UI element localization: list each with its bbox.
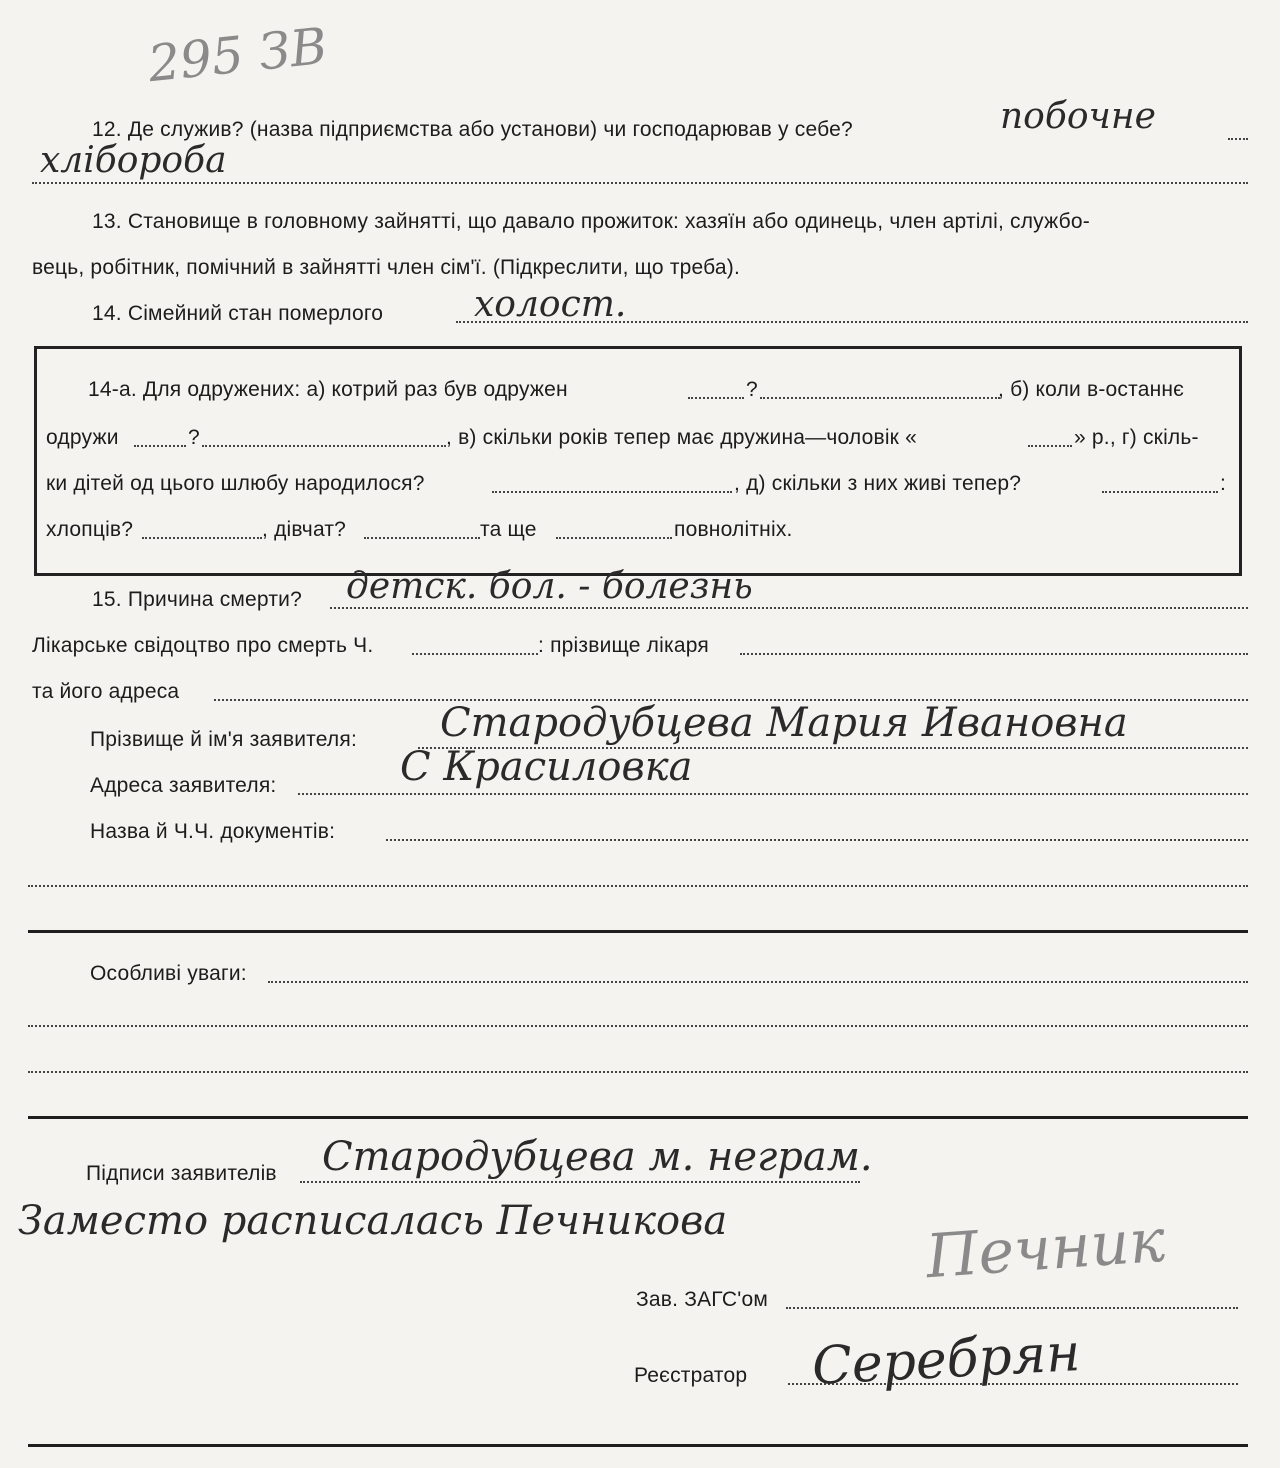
q13-line2: вець, робітник, помічний в зайнятті член сім'ї. (Підкреслити, що треба). — [32, 256, 741, 279]
applicant-docs-label: Назва й Ч.Ч. документів: — [90, 820, 336, 843]
q13-line1: 13. Становище в головному зайнятті, що давало прожиток: хазяїн або одинець, член артілі, службо- — [92, 210, 1090, 233]
doctor-address-label: та його адреса — [32, 680, 180, 703]
registrar-label: Реєстратор — [634, 1364, 748, 1387]
q14a-line4-d: повнолітніх. — [674, 518, 793, 541]
remarks-dotted-2 — [28, 1025, 1248, 1027]
q14a-line1-dots1 — [688, 397, 744, 399]
registrar-signature: Серебрян — [810, 1323, 1082, 1397]
q14a-line4-b: , дівчат? — [262, 518, 347, 541]
q12-dotted-line — [1228, 138, 1248, 140]
q14-answer: холост. — [474, 284, 627, 325]
remarks-dotted-3 — [28, 1071, 1248, 1073]
signature-applicant: Стародубцева м. неграм. — [322, 1134, 873, 1180]
section-rule-1 — [28, 930, 1248, 933]
signature-proxy: Печник — [923, 1205, 1168, 1293]
q12-answer-line1: побочне — [1000, 96, 1156, 137]
q14a-line4-dots1 — [142, 537, 262, 539]
applicant-address-dotted — [298, 793, 1248, 795]
remarks-dotted-1 — [268, 981, 1248, 983]
applicant-address-label: Адреса заявителя: — [90, 774, 277, 797]
medical-cert-label: Лікарське свідоцтво про смерть Ч. — [32, 634, 374, 657]
remarks-label: Особливі уваги: — [90, 962, 247, 985]
q14a-line3-b: , д) скільки з них живі тепер? — [734, 472, 1022, 495]
applicant-docs-dotted-2 — [28, 885, 1248, 887]
q14a-line1-b: ? — [746, 378, 758, 401]
applicant-docs-dotted — [386, 839, 1248, 841]
bottom-rule — [28, 1444, 1248, 1447]
applicant-name-value: Стародубцева Мария Ивановна — [440, 700, 1128, 746]
section-rule-2 — [28, 1116, 1248, 1119]
doctor-dotted — [740, 653, 1248, 655]
doctor-label: : прізвище лікаря — [538, 634, 709, 657]
q14a-line3-a: ки дітей од цього шлюбу народилося? — [46, 472, 425, 495]
applicant-address-value: С Красиловка — [400, 744, 693, 790]
q12-answer-line2: хлібороба — [40, 140, 227, 181]
q15-label: 15. Причина смерти? — [92, 588, 302, 611]
q14a-line2-dots3 — [1028, 445, 1072, 447]
q14a-line2-dots1 — [134, 445, 186, 447]
signatures-dotted — [300, 1181, 860, 1183]
archive-number: 295 ЗВ — [145, 16, 330, 94]
q14a-line3-dots2 — [1102, 491, 1218, 493]
q15-answer: детск. бол. - болезнь — [346, 566, 753, 607]
q14a-line4-dots2 — [364, 537, 480, 539]
q14a-line1-a: 14-а. Для одружених: а) котрий раз був одружен — [88, 378, 568, 401]
q15-dotted-line — [330, 607, 1248, 609]
q14a-line2-d: » р., г) скіль- — [1074, 426, 1199, 449]
head-registry-dotted — [786, 1307, 1238, 1309]
q14a-line4-dots3 — [556, 537, 672, 539]
applicant-name-label: Прізвище й ім'я заявителя: — [90, 728, 357, 751]
q14a-line2-dots2 — [202, 445, 446, 447]
q12-label: 12. Де служив? (назва підприємства або установи) чи господарював у себе? — [92, 118, 853, 141]
q12-answer-line2-dotted — [32, 182, 1248, 184]
q14a-line2-a: одружи — [46, 426, 119, 449]
q14a-line1-c: , б) коли в-останнє — [998, 378, 1185, 401]
q14a-line3-dots1 — [492, 491, 732, 493]
q14a-line4-a: хлопців? — [46, 518, 134, 541]
head-registry-label: Зав. ЗАГС'ом — [636, 1288, 768, 1311]
q14a-line1-dots2 — [760, 397, 1000, 399]
medical-cert-dotted — [412, 653, 538, 655]
q14a-line4-c: та ще — [480, 518, 537, 541]
q14-label: 14. Сімейний стан померлого — [92, 302, 384, 325]
q14a-line2-b: ? — [188, 426, 200, 449]
signatures-label: Підписи заявителів — [86, 1162, 277, 1185]
signature-proxy-note: Заместо расписалась Печникова — [18, 1198, 728, 1244]
q14a-line3-c: : — [1220, 472, 1227, 495]
q14a-line2-c: , в) скільки років тепер має дружина—чоловік « — [446, 426, 917, 449]
